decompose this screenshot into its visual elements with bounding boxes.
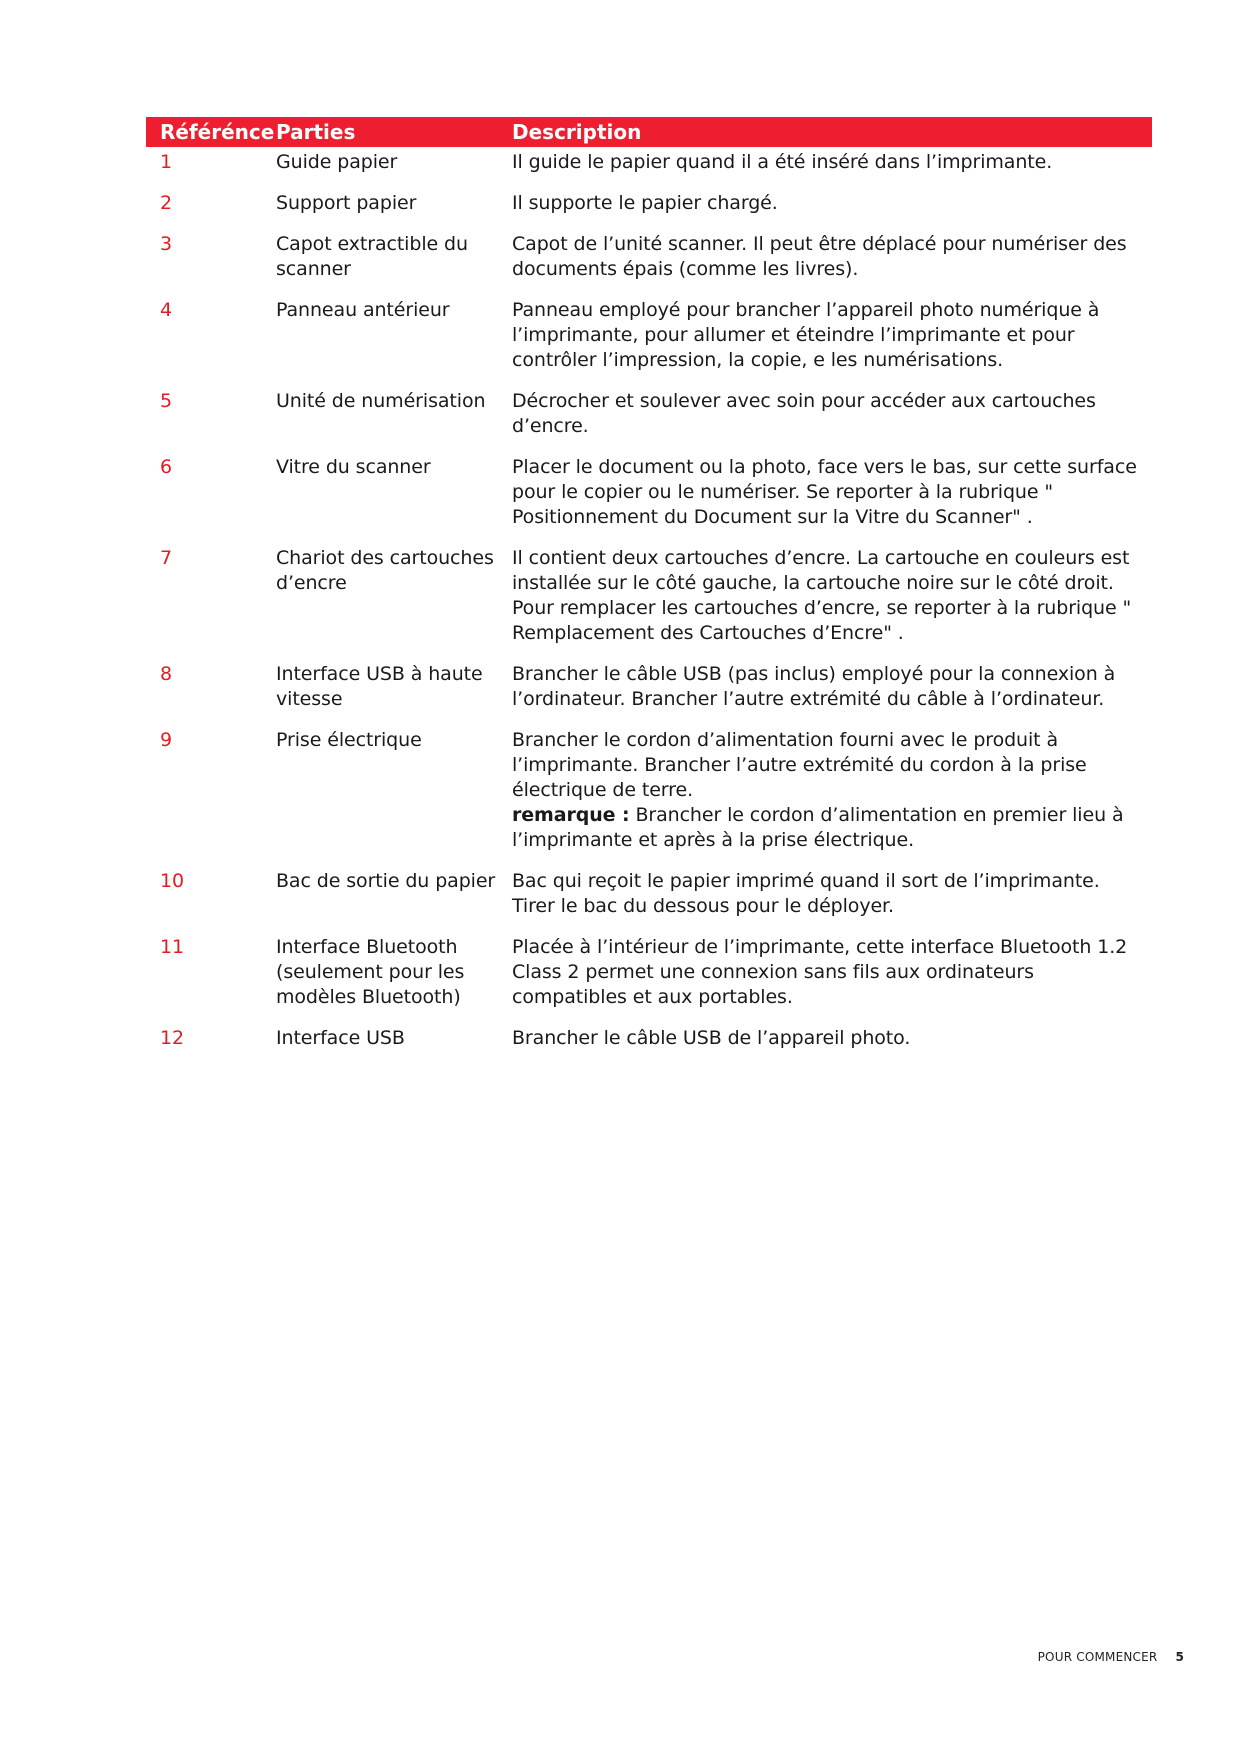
row-description: Il guide le papier quand il a été inséré dans l’imprimante.: [512, 151, 1053, 173]
row-part: Prise électrique: [276, 729, 422, 751]
row-description: Il supporte le papier chargé.: [512, 192, 778, 214]
row-part: Guide papier: [276, 151, 398, 173]
table-header: [146, 117, 1152, 147]
header-parts: Parties: [276, 117, 512, 147]
row-reference: 8: [160, 663, 172, 685]
table-row: [146, 450, 1152, 541]
table-body: [146, 147, 1152, 1062]
row-description: Brancher le câble USB (pas inclus) employé pour la connexion à l’ordinateur. Brancher l’autre extrémité du câble à l’ordinateur.: [512, 663, 1116, 710]
table-row: [146, 1021, 1152, 1062]
table-header-row: [146, 117, 1152, 147]
row-part: Support papier: [276, 192, 417, 214]
header-reference: Référénce: [146, 117, 276, 147]
table-row: [146, 723, 1152, 864]
row-description: Placée à l’intérieur de l’imprimante, cette interface Bluetooth 1.2 Class 2 permet une connexion sans fils aux ordinateurs compatibles et aux portables.: [512, 936, 1128, 1008]
table-row: [146, 657, 1152, 723]
row-description: Bac qui reçoit le papier imprimé quand il sort de l’imprimante. Tirer le bac du dessous pour le déployer.: [512, 870, 1100, 917]
row-part: Capot extractible du scanner: [276, 233, 468, 280]
row-part: Interface USB à haute vitesse: [276, 663, 483, 710]
row-part: Bac de sortie du papier: [276, 870, 496, 892]
row-reference: 2: [160, 192, 172, 214]
row-description: [512, 723, 1152, 864]
note-text: Brancher le cordon d’alimentation en premier lieu à l’imprimante et après à la prise électrique.: [512, 804, 1124, 851]
row-description: Décrocher et soulever avec soin pour accéder aux cartouches d’encre.: [512, 390, 1096, 437]
row-reference: 10: [160, 870, 184, 892]
row-part: Interface Bluetooth (seulement pour les modèles Bluetooth): [276, 936, 465, 1008]
row-reference: 5: [160, 390, 172, 412]
row-description: Brancher le câble USB de l’appareil photo.: [512, 1027, 911, 1049]
row-reference: 12: [160, 1027, 184, 1049]
row-description: Panneau employé pour brancher l’appareil photo numérique à l’imprimante, pour allumer et éteindre l’imprimante et pour contrôler l’impression, la copie, e les numérisations.: [512, 299, 1100, 371]
row-part: Interface USB: [276, 1027, 405, 1049]
row-reference: 11: [160, 936, 184, 958]
page-number: 5: [1175, 1650, 1184, 1664]
row-reference: 1: [160, 151, 172, 173]
row-part: Vitre du scanner: [276, 456, 431, 478]
row-reference: 6: [160, 456, 172, 478]
row-part: Panneau antérieur: [276, 299, 450, 321]
row-reference: 4: [160, 299, 172, 321]
row-reference: 9: [160, 729, 172, 751]
header-description: Description: [512, 117, 1152, 147]
table-row: [146, 541, 1152, 657]
page-footer: [1038, 1650, 1184, 1664]
table-row: [146, 227, 1152, 293]
row-part: Chariot des cartouches d’encre: [276, 547, 494, 594]
table-row: [146, 293, 1152, 384]
row-description-text: Brancher le cordon d’alimentation fourni avec le produit à l’imprimante. Brancher l’autre extrémité du cordon à la prise électrique de terre.: [512, 729, 1087, 801]
row-description: Capot de l’unité scanner. Il peut être déplacé pour numériser des documents épais (comme les livres).: [512, 233, 1127, 280]
footer-section-title: POUR COMMENCER: [1037, 1650, 1158, 1664]
table-row: [146, 147, 1152, 186]
table-row: [146, 930, 1152, 1021]
reference-table: [146, 117, 1152, 1062]
table-row: [146, 864, 1152, 930]
table-row: [146, 186, 1152, 227]
row-part: Unité de numérisation: [276, 390, 486, 412]
note-label: remarque :: [512, 804, 630, 826]
row-description: Placer le document ou la photo, face vers le bas, sur cette surface pour le copier ou le numériser. Se reporter à la rubrique " Positionnement du Document sur la Vitre du Scanner" .: [512, 456, 1137, 528]
row-reference: 3: [160, 233, 172, 255]
table-row: [146, 384, 1152, 450]
row-description: Il contient deux cartouches d’encre. La cartouche en couleurs est installée sur le côté gauche, la cartouche noire sur le côté droit. Pour remplacer les cartouches d’encre, se reporter à la rubrique " Remplacement des Cartouches d’Encre" .: [512, 547, 1132, 644]
row-reference: 7: [160, 547, 172, 569]
